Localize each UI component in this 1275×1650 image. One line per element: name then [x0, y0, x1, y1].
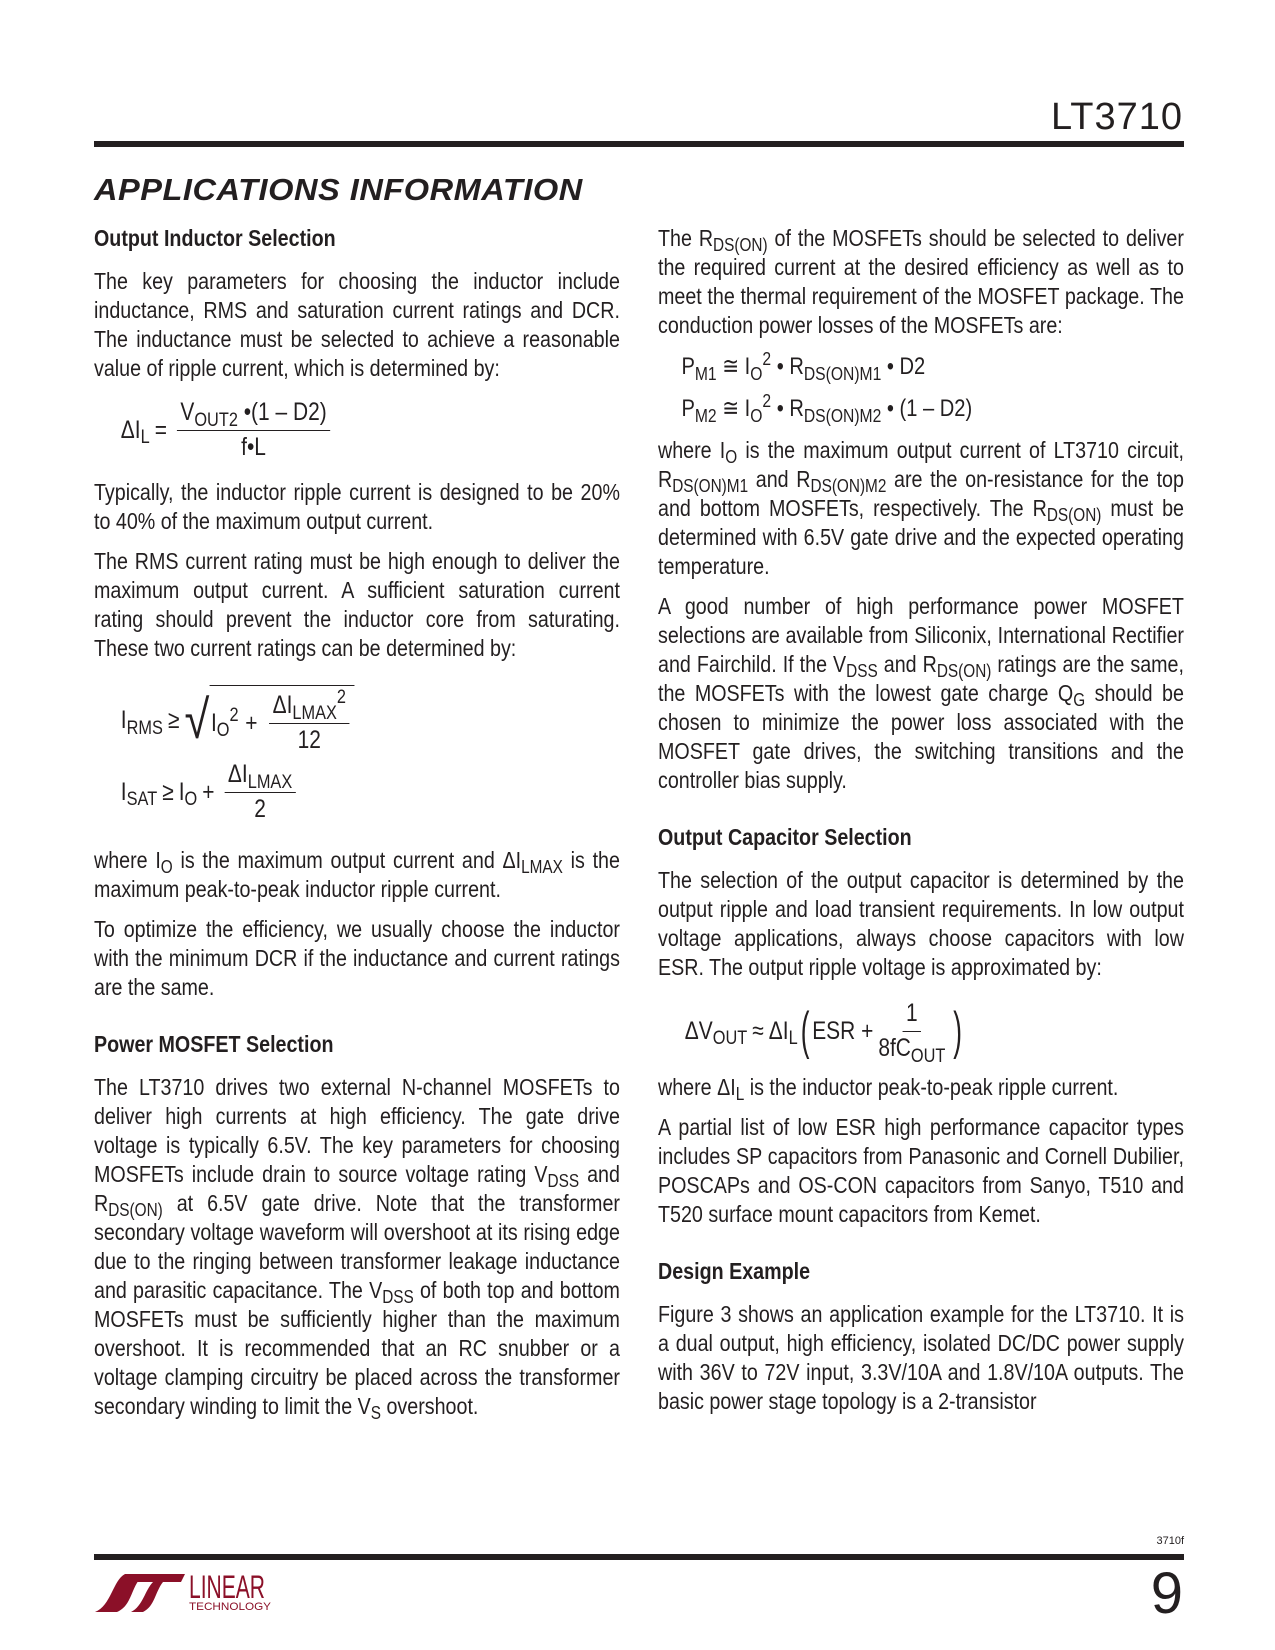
eq-term: I	[120, 777, 127, 806]
text-run: and R	[877, 651, 937, 677]
subscript: DS(ON)M2	[803, 404, 882, 426]
eq-fraction	[878, 998, 946, 1067]
left-paren: (	[800, 1001, 810, 1060]
eq-lhs	[120, 705, 163, 739]
text-run: is the maximum peak-to-peak inductor ripple current.	[94, 847, 620, 902]
equation-pm2	[658, 389, 1184, 426]
eq-numerator: 1	[903, 998, 921, 1032]
subscript: DS(ON)	[713, 234, 768, 256]
footer-rule	[94, 1554, 1184, 1560]
paragraph	[94, 478, 620, 536]
eq-sub: O	[216, 719, 230, 742]
text-run: is the maximum output current and ΔI	[172, 847, 522, 873]
svg-text:TECHNOLOGY: TECHNOLOGY	[189, 1601, 272, 1613]
subscript: DS(ON)M1	[672, 475, 749, 497]
subscript: O	[750, 404, 763, 426]
text-run: where I	[658, 437, 726, 463]
subscript: DSS	[382, 1286, 414, 1308]
text-run: where ΔI	[658, 1074, 736, 1100]
header-rule	[94, 141, 1184, 147]
equation-pm1	[658, 347, 1184, 384]
text-run: ≅ I	[716, 395, 751, 422]
eq-term: I	[178, 777, 185, 806]
superscript: 2	[762, 347, 772, 369]
eq-term: ΔI	[227, 760, 248, 788]
text-run: of the MOSFETs should be selected to deliver the required current at the desired efficiency as well as to meet the thermal requirement of the MOSFET package. The conduction power losses of the MOSFETs are:	[658, 225, 1184, 338]
eq-denominator: 12	[297, 726, 321, 754]
eq-rel: ≥	[162, 777, 174, 806]
page-number: 9	[1150, 1561, 1183, 1626]
heading-output-inductor: Output Inductor Selection	[94, 225, 336, 251]
eq-term: ESR +	[812, 1016, 874, 1045]
eq-sub: LMAX	[247, 770, 293, 793]
superscript: 2	[762, 389, 772, 411]
equation-ripple-current	[94, 397, 620, 462]
eq-term: 8fC	[878, 1034, 911, 1062]
subscript: DS(ON)	[936, 660, 992, 682]
eq-sqrt	[184, 685, 354, 755]
subscript: DS(ON)	[1046, 504, 1102, 526]
eq-denominator: f•L	[241, 433, 266, 461]
heading-power-mosfet: Power MOSFET Selection	[94, 1031, 334, 1057]
equation-isat	[94, 759, 620, 824]
eq-term: ΔI	[768, 1016, 789, 1045]
subscript: DSS	[846, 660, 878, 682]
subscript: L	[735, 1083, 745, 1105]
eq-rel: =	[154, 415, 167, 444]
eq-term: V	[180, 398, 195, 426]
eq-term: I	[120, 706, 127, 734]
eq-term: ΔV	[684, 1016, 713, 1045]
eq-sub: L	[140, 426, 150, 449]
right-paren: )	[953, 1001, 963, 1060]
subscript: O	[750, 362, 763, 384]
text-run: is the maximum output current of LT3710 circuit, R	[658, 437, 1184, 492]
subscript: LMAX	[521, 856, 563, 878]
text-run: A partial list of low ESR high performance capacitor types includes SP capacitors from Panasonic and Cornell Dubilier, POSCAPs and OS-CON capacitors from Sanyo, T510 and T520 surface mount capacitors from Kemet.	[658, 1114, 1184, 1227]
text-run: and R	[94, 1161, 620, 1216]
radical-icon: √	[184, 690, 210, 750]
text-run: ratings are the same, the MOSFETs with the lowest gate charge Q	[658, 651, 1184, 706]
paragraph	[658, 1300, 1184, 1416]
eq-sub: OUT2	[194, 408, 238, 431]
text-run: The RMS current rating must be high enough to deliver the maximum output current. A sufficient saturation current rating should prevent the inductor core from saturating. These two current ratings can be determined by:	[94, 548, 620, 661]
subscript: DS(ON)M1	[803, 362, 882, 384]
text-run: • R	[771, 353, 804, 380]
text-run: at 6.5V gate drive. Note that the transformer secondary voltage waveform will overshoot at its rising edge due to the ringing between transformer leakage inductance and parasitic capacitance. The V	[94, 1190, 620, 1303]
text-run: where I	[94, 847, 161, 873]
paragraph	[658, 592, 1184, 795]
subscript: M2	[694, 404, 717, 426]
subscript: M1	[694, 362, 717, 384]
eq-sub: OUT	[712, 1027, 748, 1050]
paragraph	[94, 846, 620, 904]
equation-vout-ripple	[658, 998, 1184, 1067]
text-run: must be determined with 6.5V gate drive and the expected operating temperature.	[658, 495, 1184, 579]
text-run: and R	[748, 466, 811, 492]
subscript: G	[1073, 689, 1086, 711]
eq-term-group	[178, 777, 198, 811]
text-run: The R	[658, 225, 714, 251]
equation-irms	[94, 685, 620, 755]
subscript: DS(ON)M2	[810, 475, 887, 497]
subscript: O	[160, 856, 173, 878]
eq-term: I	[210, 708, 217, 737]
svg-text:LINEAR: LINEAR	[189, 1569, 265, 1605]
paragraph	[658, 1073, 1184, 1105]
text-run: To optimize the efficiency, we usually choose the inductor with the minimum DCR if the inductance and current ratings are the same.	[94, 916, 620, 1000]
document-id: LT3710	[1050, 96, 1183, 138]
paragraph	[94, 1073, 620, 1424]
text-run: P	[681, 353, 695, 380]
eq-term: ΔI	[120, 415, 141, 444]
text-run: overshoot.	[381, 1393, 479, 1419]
eq-rel: ≥	[167, 706, 180, 734]
eq-sub: RMS	[126, 716, 163, 739]
text-run: • (1 – D2)	[881, 395, 973, 422]
paragraph	[94, 915, 620, 1002]
left-column	[94, 224, 620, 1432]
subscript: O	[725, 446, 738, 468]
eq-lhs	[120, 415, 150, 449]
section-title: APPLICATIONS INFORMATION	[94, 172, 583, 207]
text-run: P	[681, 395, 695, 422]
eq-sub: SAT	[126, 788, 158, 811]
eq-sub: OUT	[910, 1044, 946, 1067]
paragraph	[658, 436, 1184, 581]
subscript: S	[370, 1402, 382, 1424]
eq-lhs	[120, 777, 158, 811]
paragraph	[658, 1113, 1184, 1229]
linear-technology-logo	[93, 1566, 273, 1619]
eq-op: +	[202, 777, 215, 806]
subscript: DSS	[547, 1170, 580, 1192]
eq-denominator: 2	[254, 795, 266, 823]
eq-sub: LMAX	[292, 701, 337, 724]
eq-fraction	[269, 686, 349, 755]
text-run: The LT3710 drives two external N-channel MOSFETs to deliver high currents at high efficiency. The gate drive voltage is typically 6.5V. The key parameters for choosing MOSFETs include drain to source voltage rating V	[94, 1074, 620, 1187]
paragraph	[658, 224, 1184, 340]
eq-fraction	[177, 397, 330, 462]
text-run: The selection of the output capacitor is determined by the output ripple and load transient requirements. In low output voltage applications, always choose capacitors with low ESR. The output ripple voltage is approximated by:	[658, 867, 1184, 980]
eq-sup: 2	[229, 703, 239, 726]
text-run: The key parameters for choosing the inductor include inductance, RMS and saturation current ratings and DCR. The inductance must be selected to achieve a reasonable value of ripple current, which is determined by:	[94, 268, 620, 381]
text-run: • R	[771, 395, 804, 422]
subscript: DS(ON)	[108, 1199, 163, 1221]
text-run: of both top and bottom MOSFETs must be sufficiently higher than the maximum overshoot. It is recommended that an RC snubber or a voltage clamping circuitry be placed across the transformer secondary winding to limit the V	[94, 1277, 620, 1419]
eq-op: +	[245, 708, 258, 737]
text-run: Figure 3 shows an application example for the LT3710. It is a dual output, high efficiency, isolated DC/DC power supply with 36V to 72V input, 3.3V/10A and 1.8V/10A outputs. The basic power stage topology is a 2-transistor	[658, 1301, 1184, 1414]
eq-term-group	[210, 703, 239, 742]
document-code: 3710f	[1156, 1535, 1184, 1547]
heading-output-capacitor: Output Capacitor Selection	[658, 824, 912, 850]
eq-sub: O	[184, 788, 198, 811]
eq-lhs	[684, 1016, 748, 1050]
eq-term-group	[768, 1016, 798, 1050]
paragraph	[94, 267, 620, 383]
text-run: ≅ I	[716, 353, 751, 380]
text-run: A good number of high performance power MOSFET selections are available from Siliconix, International Rectifier and Fairchild. If the V	[658, 593, 1184, 677]
eq-sup: 2	[336, 686, 346, 709]
eq-rel: ≈	[752, 1016, 764, 1045]
paragraph	[94, 547, 620, 663]
eq-term: •(1 – D2)	[237, 398, 327, 426]
text-run: are the on-resistance for the top and bottom MOSFETs, respectively. The R	[658, 466, 1184, 521]
eq-fraction	[225, 759, 296, 824]
eq-sub: L	[788, 1027, 798, 1050]
paragraph	[658, 866, 1184, 982]
text-run: Typically, the inductor ripple current is designed to be 20% to 40% of the maximum output current.	[94, 479, 620, 534]
text-run: should be chosen to minimize the power loss associated with the MOSFET gate drives, the switching transitions and the controller bias supply.	[658, 680, 1184, 793]
heading-design-example: Design Example	[658, 1258, 811, 1284]
right-column	[658, 224, 1184, 1427]
text-run: • D2	[881, 353, 926, 380]
eq-term: ΔI	[272, 691, 293, 719]
text-run: is the inductor peak-to-peak ripple current.	[744, 1074, 1119, 1100]
